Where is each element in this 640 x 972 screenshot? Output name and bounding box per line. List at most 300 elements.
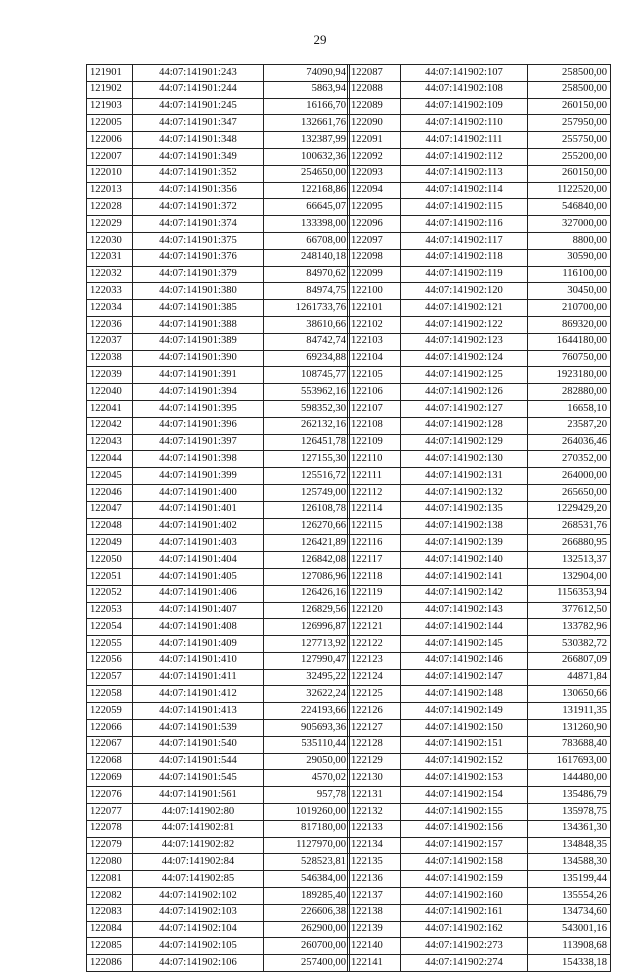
cadastral-number-cell: 44:07:141902:122 xyxy=(401,316,528,333)
record-number-cell: 122068 xyxy=(87,753,133,770)
value-cell: 210700,00 xyxy=(528,300,611,317)
record-number-cell: 122110 xyxy=(348,451,401,468)
record-number-cell: 122040 xyxy=(87,384,133,401)
cadastral-number-cell: 44:07:141902:145 xyxy=(401,636,528,653)
cadastral-number-cell: 44:07:141902:125 xyxy=(401,367,528,384)
cadastral-number-cell: 44:07:141901:391 xyxy=(133,367,264,384)
value-cell: 126996,87 xyxy=(264,619,350,636)
record-number-cell: 122134 xyxy=(348,837,401,854)
value-cell: 29050,00 xyxy=(264,753,350,770)
table-row xyxy=(87,165,350,182)
table-row xyxy=(348,65,611,82)
value-cell: 135978,75 xyxy=(528,804,611,821)
table-row xyxy=(87,468,350,485)
table-row xyxy=(348,955,611,972)
cadastral-number-cell: 44:07:141901:394 xyxy=(133,384,264,401)
value-cell: 189285,40 xyxy=(264,888,350,905)
record-number-cell: 122120 xyxy=(348,602,401,619)
cadastral-number-cell: 44:07:141901:399 xyxy=(133,468,264,485)
record-number-cell: 122141 xyxy=(348,955,401,972)
cadastral-number-cell: 44:07:141901:408 xyxy=(133,619,264,636)
value-cell: 134361,30 xyxy=(528,820,611,837)
record-number-cell: 121903 xyxy=(87,98,133,115)
table-row xyxy=(87,837,350,854)
record-number-cell: 122112 xyxy=(348,484,401,501)
record-number-cell: 122118 xyxy=(348,568,401,585)
cadastral-number-cell: 44:07:141901:374 xyxy=(133,216,264,233)
cadastral-number-cell: 44:07:141902:84 xyxy=(133,854,264,871)
table-row xyxy=(87,115,350,132)
value-cell: 108745,77 xyxy=(264,367,350,384)
cadastral-number-cell: 44:07:141902:160 xyxy=(401,888,528,905)
record-number-cell: 122103 xyxy=(348,333,401,350)
value-cell: 528523,81 xyxy=(264,854,350,871)
value-cell: 226606,38 xyxy=(264,904,350,921)
cadastral-number-cell: 44:07:141901:410 xyxy=(133,652,264,669)
record-number-cell: 122140 xyxy=(348,938,401,955)
value-cell: 546840,00 xyxy=(528,199,611,216)
cadastral-number-cell: 44:07:141902:147 xyxy=(401,669,528,686)
record-number-cell: 122087 xyxy=(348,65,401,82)
record-number-cell: 122029 xyxy=(87,216,133,233)
record-number-cell: 122054 xyxy=(87,619,133,636)
value-cell: 266880,95 xyxy=(528,535,611,552)
value-cell: 530382,72 xyxy=(528,636,611,653)
record-number-cell: 121901 xyxy=(87,65,133,82)
record-number-cell: 122106 xyxy=(348,384,401,401)
table-row xyxy=(348,619,611,636)
value-cell: 1644180,00 xyxy=(528,333,611,350)
record-number-cell: 122105 xyxy=(348,367,401,384)
record-number-cell: 122131 xyxy=(348,787,401,804)
record-number-cell: 122136 xyxy=(348,871,401,888)
record-number-cell: 122111 xyxy=(348,468,401,485)
table-row xyxy=(87,820,350,837)
value-cell: 84974,75 xyxy=(264,283,350,300)
value-cell: 132387,99 xyxy=(264,132,350,149)
record-number-cell: 122100 xyxy=(348,283,401,300)
table-row xyxy=(87,501,350,518)
table-row xyxy=(348,888,611,905)
table-row xyxy=(87,871,350,888)
record-number-cell: 122138 xyxy=(348,904,401,921)
table-row xyxy=(87,132,350,149)
table-row xyxy=(87,585,350,602)
value-cell: 905693,36 xyxy=(264,720,350,737)
value-cell: 84742,74 xyxy=(264,333,350,350)
table-row xyxy=(87,568,350,585)
value-cell: 1122520,00 xyxy=(528,182,611,199)
value-cell: 282880,00 xyxy=(528,384,611,401)
table-row xyxy=(87,417,350,434)
value-cell: 126451,78 xyxy=(264,434,350,451)
value-cell: 74090,94 xyxy=(264,65,350,82)
value-cell: 66708,00 xyxy=(264,232,350,249)
record-number-cell: 122078 xyxy=(87,820,133,837)
value-cell: 224193,66 xyxy=(264,703,350,720)
value-cell: 134848,35 xyxy=(528,837,611,854)
record-number-cell: 122116 xyxy=(348,535,401,552)
table-row xyxy=(87,602,350,619)
table-row xyxy=(348,384,611,401)
table-row xyxy=(348,165,611,182)
cadastral-number-cell: 44:07:141902:135 xyxy=(401,501,528,518)
table-row xyxy=(87,921,350,938)
cadastral-number-cell: 44:07:141901:352 xyxy=(133,165,264,182)
cadastral-number-cell: 44:07:141902:158 xyxy=(401,854,528,871)
table-row xyxy=(348,837,611,854)
value-cell: 133398,00 xyxy=(264,216,350,233)
record-number-cell: 122032 xyxy=(87,266,133,283)
value-cell: 262132,16 xyxy=(264,417,350,434)
table-row xyxy=(87,518,350,535)
table-row xyxy=(87,81,350,98)
table-row xyxy=(87,904,350,921)
cadastral-number-cell: 44:07:141902:80 xyxy=(133,804,264,821)
table-row xyxy=(87,787,350,804)
record-number-cell: 122099 xyxy=(348,266,401,283)
table-row xyxy=(87,434,350,451)
table-row xyxy=(348,568,611,585)
table-row xyxy=(348,652,611,669)
cadastral-number-cell: 44:07:141901:402 xyxy=(133,518,264,535)
value-cell: 266807,09 xyxy=(528,652,611,669)
value-cell: 126426,16 xyxy=(264,585,350,602)
table-row xyxy=(348,81,611,98)
value-cell: 268531,76 xyxy=(528,518,611,535)
cadastral-number-cell: 44:07:141902:124 xyxy=(401,350,528,367)
value-cell: 66645,07 xyxy=(264,199,350,216)
cadastral-number-cell: 44:07:141902:117 xyxy=(401,232,528,249)
cadastral-number-cell: 44:07:141902:109 xyxy=(401,98,528,115)
record-number-cell: 122013 xyxy=(87,182,133,199)
value-cell: 16658,10 xyxy=(528,400,611,417)
value-cell: 255200,00 xyxy=(528,148,611,165)
table-row xyxy=(87,854,350,871)
table-row xyxy=(87,451,350,468)
record-number-cell: 122090 xyxy=(348,115,401,132)
cadastral-number-cell: 44:07:141902:144 xyxy=(401,619,528,636)
value-cell: 100632,36 xyxy=(264,148,350,165)
record-number-cell: 122031 xyxy=(87,249,133,266)
table-row xyxy=(87,384,350,401)
table-row xyxy=(87,199,350,216)
record-number-cell: 122044 xyxy=(87,451,133,468)
cadastral-number-cell: 44:07:141902:142 xyxy=(401,585,528,602)
table-row xyxy=(348,417,611,434)
record-number-cell: 122076 xyxy=(87,787,133,804)
table-row xyxy=(348,132,611,149)
value-cell: 598352,30 xyxy=(264,400,350,417)
value-cell: 546384,00 xyxy=(264,871,350,888)
record-number-cell: 122039 xyxy=(87,367,133,384)
value-cell: 783688,40 xyxy=(528,736,611,753)
cadastral-number-cell: 44:07:141902:143 xyxy=(401,602,528,619)
record-number-cell: 122093 xyxy=(348,165,401,182)
cadastral-number-cell: 44:07:141902:107 xyxy=(401,65,528,82)
cadastral-number-cell: 44:07:141901:397 xyxy=(133,434,264,451)
record-number-cell: 122125 xyxy=(348,686,401,703)
value-cell: 260150,00 xyxy=(528,98,611,115)
record-number-cell: 122139 xyxy=(348,921,401,938)
cadastral-number-cell: 44:07:141901:372 xyxy=(133,199,264,216)
cadastral-number-cell: 44:07:141902:123 xyxy=(401,333,528,350)
value-cell: 1156353,94 xyxy=(528,585,611,602)
cadastral-number-cell: 44:07:141902:150 xyxy=(401,720,528,737)
cadastral-number-cell: 44:07:141902:114 xyxy=(401,182,528,199)
value-cell: 127990,47 xyxy=(264,652,350,669)
table-row xyxy=(348,686,611,703)
cadastral-number-cell: 44:07:141902:113 xyxy=(401,165,528,182)
value-cell: 32622,24 xyxy=(264,686,350,703)
table-row xyxy=(348,350,611,367)
cadastral-number-cell: 44:07:141902:148 xyxy=(401,686,528,703)
record-number-cell: 122115 xyxy=(348,518,401,535)
cadastral-number-cell: 44:07:141901:385 xyxy=(133,300,264,317)
table-row xyxy=(348,115,611,132)
value-cell: 131911,35 xyxy=(528,703,611,720)
record-number-cell: 122041 xyxy=(87,400,133,417)
table-row xyxy=(348,753,611,770)
cadastral-number-cell: 44:07:141902:157 xyxy=(401,837,528,854)
value-cell: 377612,50 xyxy=(528,602,611,619)
value-cell: 327000,00 xyxy=(528,216,611,233)
cadastral-number-cell: 44:07:141902:161 xyxy=(401,904,528,921)
cadastral-table-left xyxy=(86,64,350,972)
cadastral-number-cell: 44:07:141902:131 xyxy=(401,468,528,485)
record-number-cell: 122048 xyxy=(87,518,133,535)
table-row xyxy=(87,232,350,249)
table-row xyxy=(348,720,611,737)
record-number-cell: 122129 xyxy=(348,753,401,770)
cadastral-number-cell: 44:07:141902:119 xyxy=(401,266,528,283)
value-cell: 126108,78 xyxy=(264,501,350,518)
table-row xyxy=(87,350,350,367)
table-row xyxy=(87,266,350,283)
value-cell: 126270,66 xyxy=(264,518,350,535)
value-cell: 122168,86 xyxy=(264,182,350,199)
record-number-cell: 122095 xyxy=(348,199,401,216)
record-number-cell: 122097 xyxy=(348,232,401,249)
cadastral-number-cell: 44:07:141902:104 xyxy=(133,921,264,938)
table-row xyxy=(87,148,350,165)
cadastral-table-right xyxy=(347,64,611,972)
record-number-cell: 122121 xyxy=(348,619,401,636)
table-row xyxy=(348,316,611,333)
record-number-cell: 122133 xyxy=(348,820,401,837)
value-cell: 134588,30 xyxy=(528,854,611,871)
table-row xyxy=(348,552,611,569)
value-cell: 126421,89 xyxy=(264,535,350,552)
record-number-cell: 122037 xyxy=(87,333,133,350)
record-number-cell: 122114 xyxy=(348,501,401,518)
cadastral-number-cell: 44:07:141901:398 xyxy=(133,451,264,468)
record-number-cell: 122122 xyxy=(348,636,401,653)
table-row xyxy=(348,871,611,888)
value-cell: 132904,00 xyxy=(528,568,611,585)
table-row xyxy=(348,400,611,417)
cadastral-number-cell: 44:07:141902:141 xyxy=(401,568,528,585)
cadastral-number-cell: 44:07:141901:403 xyxy=(133,535,264,552)
value-cell: 133782,96 xyxy=(528,619,611,636)
value-cell: 127155,30 xyxy=(264,451,350,468)
cadastral-number-cell: 44:07:141902:110 xyxy=(401,115,528,132)
cadastral-number-cell: 44:07:141902:273 xyxy=(401,938,528,955)
table-row xyxy=(348,451,611,468)
value-cell: 116100,00 xyxy=(528,266,611,283)
cadastral-number-cell: 44:07:141902:156 xyxy=(401,820,528,837)
value-cell: 257400,00 xyxy=(264,955,350,972)
cadastral-number-cell: 44:07:141901:389 xyxy=(133,333,264,350)
record-number-cell: 122102 xyxy=(348,316,401,333)
record-number-cell: 122086 xyxy=(87,955,133,972)
record-number-cell: 122066 xyxy=(87,720,133,737)
table-row xyxy=(87,888,350,905)
cadastral-number-cell: 44:07:141902:126 xyxy=(401,384,528,401)
value-cell: 1261733,76 xyxy=(264,300,350,317)
value-cell: 5863,94 xyxy=(264,81,350,98)
table-row xyxy=(348,518,611,535)
record-number-cell: 122067 xyxy=(87,736,133,753)
record-number-cell: 122126 xyxy=(348,703,401,720)
record-number-cell: 122080 xyxy=(87,854,133,871)
table-row xyxy=(87,720,350,737)
record-number-cell: 122091 xyxy=(348,132,401,149)
value-cell: 69234,88 xyxy=(264,350,350,367)
table-row xyxy=(87,333,350,350)
value-cell: 262900,00 xyxy=(264,921,350,938)
value-cell: 132513,37 xyxy=(528,552,611,569)
table-row xyxy=(87,367,350,384)
record-number-cell: 122077 xyxy=(87,804,133,821)
table-row xyxy=(348,300,611,317)
record-number-cell: 121902 xyxy=(87,81,133,98)
value-cell: 134734,60 xyxy=(528,904,611,921)
record-number-cell: 122117 xyxy=(348,552,401,569)
cadastral-number-cell: 44:07:141901:348 xyxy=(133,132,264,149)
record-number-cell: 122006 xyxy=(87,132,133,149)
value-cell: 270352,00 xyxy=(528,451,611,468)
cadastral-number-cell: 44:07:141902:151 xyxy=(401,736,528,753)
cadastral-number-cell: 44:07:141902:102 xyxy=(133,888,264,905)
value-cell: 1019260,00 xyxy=(264,804,350,821)
cadastral-number-cell: 44:07:141902:155 xyxy=(401,804,528,821)
value-cell: 957,78 xyxy=(264,787,350,804)
record-number-cell: 122059 xyxy=(87,703,133,720)
table-row xyxy=(348,585,611,602)
cadastral-number-cell: 44:07:141902:120 xyxy=(401,283,528,300)
cadastral-number-cell: 44:07:141902:112 xyxy=(401,148,528,165)
cadastral-number-cell: 44:07:141901:409 xyxy=(133,636,264,653)
cadastral-number-cell: 44:07:141902:159 xyxy=(401,871,528,888)
value-cell: 543001,16 xyxy=(528,921,611,938)
cadastral-number-cell: 44:07:141902:128 xyxy=(401,417,528,434)
record-number-cell: 122005 xyxy=(87,115,133,132)
value-cell: 264000,00 xyxy=(528,468,611,485)
table-row xyxy=(348,602,611,619)
record-number-cell: 122128 xyxy=(348,736,401,753)
value-cell: 248140,18 xyxy=(264,249,350,266)
value-cell: 38610,66 xyxy=(264,316,350,333)
table-row xyxy=(87,216,350,233)
value-cell: 131260,90 xyxy=(528,720,611,737)
cadastral-number-cell: 44:07:141901:347 xyxy=(133,115,264,132)
cadastral-number-cell: 44:07:141901:404 xyxy=(133,552,264,569)
record-number-cell: 122107 xyxy=(348,400,401,417)
cadastral-number-cell: 44:07:141902:152 xyxy=(401,753,528,770)
table-row xyxy=(87,182,350,199)
table-row xyxy=(348,216,611,233)
value-cell: 126842,08 xyxy=(264,552,350,569)
value-cell: 30590,00 xyxy=(528,249,611,266)
table-row xyxy=(87,938,350,955)
cadastral-number-cell: 44:07:141901:413 xyxy=(133,703,264,720)
record-number-cell: 122137 xyxy=(348,888,401,905)
cadastral-number-cell: 44:07:141902:116 xyxy=(401,216,528,233)
table-row xyxy=(348,266,611,283)
table-row xyxy=(87,98,350,115)
record-number-cell: 122084 xyxy=(87,921,133,938)
value-cell: 255750,00 xyxy=(528,132,611,149)
value-cell: 130650,66 xyxy=(528,686,611,703)
table-row xyxy=(348,501,611,518)
record-number-cell: 122101 xyxy=(348,300,401,317)
cadastral-number-cell: 44:07:141902:82 xyxy=(133,837,264,854)
table-row xyxy=(87,652,350,669)
cadastral-number-cell: 44:07:141902:132 xyxy=(401,484,528,501)
table-row xyxy=(87,669,350,686)
cadastral-number-cell: 44:07:141902:121 xyxy=(401,300,528,317)
record-number-cell: 122124 xyxy=(348,669,401,686)
record-number-cell: 122079 xyxy=(87,837,133,854)
value-cell: 144480,00 xyxy=(528,770,611,787)
cadastral-number-cell: 44:07:141902:105 xyxy=(133,938,264,955)
record-number-cell: 122052 xyxy=(87,585,133,602)
cadastral-number-cell: 44:07:141901:245 xyxy=(133,98,264,115)
cadastral-number-cell: 44:07:141901:544 xyxy=(133,753,264,770)
record-number-cell: 122088 xyxy=(348,81,401,98)
table-row xyxy=(348,434,611,451)
cadastral-number-cell: 44:07:141901:401 xyxy=(133,501,264,518)
cadastral-number-cell: 44:07:141902:162 xyxy=(401,921,528,938)
value-cell: 4570,02 xyxy=(264,770,350,787)
value-cell: 30450,00 xyxy=(528,283,611,300)
cadastral-number-cell: 44:07:141902:127 xyxy=(401,400,528,417)
value-cell: 869320,00 xyxy=(528,316,611,333)
table-row xyxy=(87,249,350,266)
cadastral-number-cell: 44:07:141901:405 xyxy=(133,568,264,585)
record-number-cell: 122069 xyxy=(87,770,133,787)
record-number-cell: 122034 xyxy=(87,300,133,317)
cadastral-number-cell: 44:07:141901:411 xyxy=(133,669,264,686)
value-cell: 265650,00 xyxy=(528,484,611,501)
table-row xyxy=(348,468,611,485)
cadastral-number-cell: 44:07:141901:244 xyxy=(133,81,264,98)
cadastral-number-cell: 44:07:141902:140 xyxy=(401,552,528,569)
table-row xyxy=(348,820,611,837)
value-cell: 260700,00 xyxy=(264,938,350,955)
value-cell: 1923180,00 xyxy=(528,367,611,384)
table-row xyxy=(348,232,611,249)
cadastral-number-cell: 44:07:141902:274 xyxy=(401,955,528,972)
table-row xyxy=(348,736,611,753)
cadastral-number-cell: 44:07:141901:380 xyxy=(133,283,264,300)
record-number-cell: 122058 xyxy=(87,686,133,703)
record-number-cell: 122109 xyxy=(348,434,401,451)
table-row xyxy=(87,770,350,787)
page-number: 29 xyxy=(313,32,327,47)
cadastral-number-cell: 44:07:141902:149 xyxy=(401,703,528,720)
